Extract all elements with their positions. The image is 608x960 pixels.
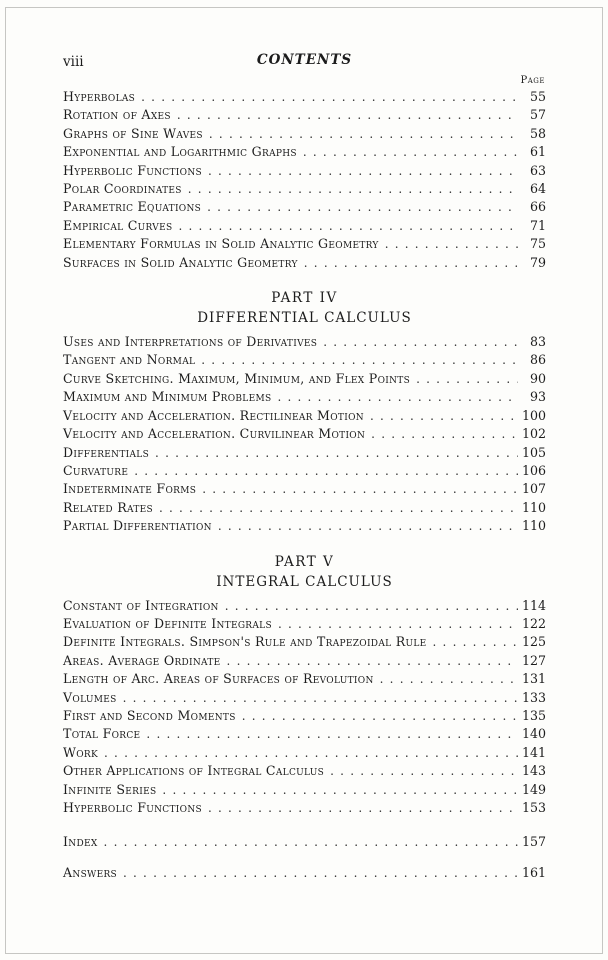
toc-entry-title: Exponential and Logarithmic Graphs	[63, 144, 297, 160]
toc-entry-title: Differentials	[63, 444, 150, 460]
dot-leader	[201, 351, 518, 369]
toc-entry	[63, 106, 546, 124]
toc-entry-page: 110	[521, 499, 546, 515]
toc-entry-page: 86	[529, 352, 546, 368]
toc-entry-title: Elementary Formulas in Solid Analytic Geometry	[63, 236, 379, 252]
toc-entry-title: Parametric Equations	[63, 199, 202, 215]
toc-entry-title: Velocity and Acceleration. Curvilinear Motion	[63, 426, 366, 442]
toc-entry	[63, 125, 546, 143]
toc-entry	[63, 615, 546, 633]
toc-entry-page: 140	[521, 726, 546, 742]
toc-entry	[63, 254, 546, 272]
dot-leader	[202, 480, 518, 498]
dot-leader	[277, 388, 518, 406]
dot-leader	[123, 864, 518, 882]
toc-entry-title: Answers	[63, 864, 117, 880]
toc-entry	[63, 864, 546, 882]
dot-leader	[162, 781, 518, 799]
toc-entry-page: 157	[521, 834, 546, 850]
toc-entry	[63, 707, 546, 725]
dot-leader	[227, 652, 518, 670]
dot-leader	[303, 143, 518, 161]
toc-entry-page: 102	[521, 426, 546, 442]
toc-entry-page: 125	[521, 634, 546, 650]
toc-entry	[63, 407, 546, 425]
toc-entry-page: 63	[529, 162, 546, 178]
toc-section	[63, 288, 546, 535]
part-subtitle: DIFFERENTIAL CALCULUS	[197, 310, 412, 327]
dot-leader	[416, 370, 518, 388]
toc-entry-page: 93	[529, 389, 546, 405]
dot-leader	[134, 462, 518, 480]
toc-entry	[63, 388, 546, 406]
toc-entry	[63, 462, 546, 480]
toc-entry-title: Indeterminate Forms	[63, 481, 197, 497]
toc-entry-title: Volumes	[63, 689, 117, 705]
toc-entry-page: 127	[521, 652, 546, 668]
toc-entry	[63, 217, 546, 235]
toc-entry-page: 122	[521, 615, 546, 631]
toc-entry	[63, 517, 546, 535]
toc-entry	[63, 235, 546, 253]
toc-entry-page: 61	[529, 144, 546, 160]
page-title: CONTENTS	[256, 52, 353, 68]
dot-leader	[155, 444, 518, 462]
dot-leader	[123, 689, 518, 707]
toc-entry	[63, 425, 546, 443]
toc-entry-title: Areas. Average Ordinate	[63, 652, 221, 668]
toc-entry-page: 107	[521, 481, 546, 497]
toc-entry	[63, 833, 546, 851]
toc-entry	[63, 689, 546, 707]
toc-entry-title: Tangent and Normal	[63, 352, 196, 368]
dot-leader	[218, 517, 518, 535]
toc-entry-page: 100	[521, 407, 546, 423]
toc-entry-page: 153	[521, 800, 546, 815]
toc-entry-title: Length of Arc. Areas of Surfaces of Revolution	[63, 671, 374, 687]
toc-entry-page: 131	[521, 671, 546, 687]
toc-entry-title: Graphs of Sine Waves	[63, 125, 203, 141]
dot-leader	[278, 615, 518, 633]
dot-leader	[330, 762, 518, 780]
toc-entry-page: 79	[529, 254, 546, 270]
toc-entry-title: Velocity and Acceleration. Rectilinear Motion	[63, 407, 364, 423]
toc-entry-page: 75	[529, 236, 546, 252]
dot-leader	[104, 833, 518, 851]
toc-entry	[63, 499, 546, 517]
toc-entry-title: Rotation of Axes	[63, 107, 171, 123]
toc-entry-page: 110	[521, 518, 546, 534]
dot-leader	[207, 198, 518, 216]
toc-entry	[63, 444, 546, 462]
toc-entry-page: 149	[521, 781, 546, 797]
toc-entry	[63, 799, 546, 817]
dot-leader	[385, 235, 518, 253]
toc-entry-page: 106	[521, 462, 546, 478]
toc-entry	[63, 333, 546, 351]
folio-number: viii	[63, 54, 84, 70]
part-heading: PART IV	[271, 290, 338, 307]
toc-entry	[63, 670, 546, 688]
dot-leader	[371, 425, 518, 443]
toc-entry-title: Polar Coordinates	[63, 181, 182, 197]
toc-entry-title: Uses and Interpretations of Derivatives	[63, 334, 318, 350]
toc-entry-title: First and Second Moments	[63, 707, 236, 723]
toc-entry-page: 64	[529, 181, 546, 197]
dot-leader	[225, 597, 518, 615]
toc-entry-page: 71	[529, 217, 546, 233]
toc-entry-title: Definite Integrals. Simpson's Rule and Trapezoidal Rule	[63, 634, 427, 650]
toc-entry-title: Surfaces in Solid Analytic Geometry	[63, 254, 298, 270]
toc-entry-page: 133	[521, 689, 546, 705]
toc-entry	[63, 597, 546, 615]
toc-entry-page: 143	[521, 763, 546, 779]
dot-leader	[159, 499, 518, 517]
toc-entry-title: Evaluation of Definite Integrals	[63, 615, 272, 631]
toc-entry-title: Infinite Series	[63, 781, 157, 797]
page-header	[63, 52, 546, 72]
toc-entry	[63, 143, 546, 161]
toc-entry-title: Hyperbolas	[63, 89, 136, 104]
part-subtitle: INTEGRAL CALCULUS	[216, 573, 393, 590]
toc-entry	[63, 370, 546, 388]
toc-entry	[63, 88, 546, 106]
dot-leader	[104, 744, 518, 762]
page-column-label: Page	[520, 75, 545, 86]
toc-entry-title: Curvature	[63, 462, 129, 478]
toc-entry-page: 90	[529, 370, 546, 386]
toc-entry	[63, 198, 546, 216]
table-of-contents	[63, 88, 546, 882]
toc-entry-page: 66	[529, 199, 546, 215]
dot-leader	[208, 799, 518, 817]
dot-leader	[178, 217, 518, 235]
toc-entry-title: Curve Sketching. Maximum, Minimum, and Flex Points	[63, 370, 411, 386]
toc-entry-title: Related Rates	[63, 499, 153, 515]
toc-entry	[63, 744, 546, 762]
toc-entry-page: 161	[521, 864, 546, 880]
toc-section	[63, 88, 546, 272]
part-heading: PART V	[274, 553, 335, 570]
toc-entry-page: 58	[529, 125, 546, 141]
toc-entry-page: 135	[521, 707, 546, 723]
toc-entry	[63, 162, 546, 180]
toc-entry	[63, 480, 546, 498]
dot-leader	[177, 106, 518, 124]
toc-entry	[63, 633, 546, 651]
toc-entry-title: Index	[63, 834, 98, 850]
toc-entry-page: 114	[521, 597, 546, 613]
toc-section	[63, 552, 546, 818]
dot-leader	[323, 333, 518, 351]
toc-entry	[63, 725, 546, 743]
dot-leader	[380, 670, 518, 688]
toc-entry-title: Hyperbolic Functions	[63, 800, 202, 815]
toc-entry	[63, 351, 546, 369]
toc-entry-page: 57	[529, 107, 546, 123]
dot-leader	[141, 88, 518, 106]
dot-leader	[370, 407, 518, 425]
toc-entry	[63, 180, 546, 198]
toc-entry-title: Work	[63, 744, 99, 760]
toc-entry-page: 83	[529, 334, 546, 350]
toc-entry-title: Constant of Integration	[63, 597, 219, 613]
toc-entry	[63, 762, 546, 780]
toc-entry-page: 141	[521, 744, 546, 760]
toc-entry-title: Empirical Curves	[63, 217, 173, 233]
toc-entry	[63, 652, 546, 670]
dot-leader	[146, 725, 518, 743]
toc-entry-title: Partial Differentiation	[63, 518, 212, 534]
toc-entry	[63, 781, 546, 799]
dot-leader	[242, 707, 518, 725]
toc-entry-title: Maximum and Minimum Problems	[63, 389, 272, 405]
dot-leader	[433, 633, 518, 651]
toc-entry-page: 105	[521, 444, 546, 460]
toc-section	[63, 833, 546, 882]
dot-leader	[188, 180, 518, 198]
dot-leader	[209, 125, 518, 143]
dot-leader	[208, 162, 518, 180]
toc-entry-title: Total Force	[63, 726, 141, 742]
toc-entry-page: 55	[529, 89, 546, 104]
toc-entry-title: Hyperbolic Functions	[63, 162, 202, 178]
dot-leader	[304, 254, 518, 272]
toc-entry-title: Other Applications of Integral Calculus	[63, 763, 325, 779]
